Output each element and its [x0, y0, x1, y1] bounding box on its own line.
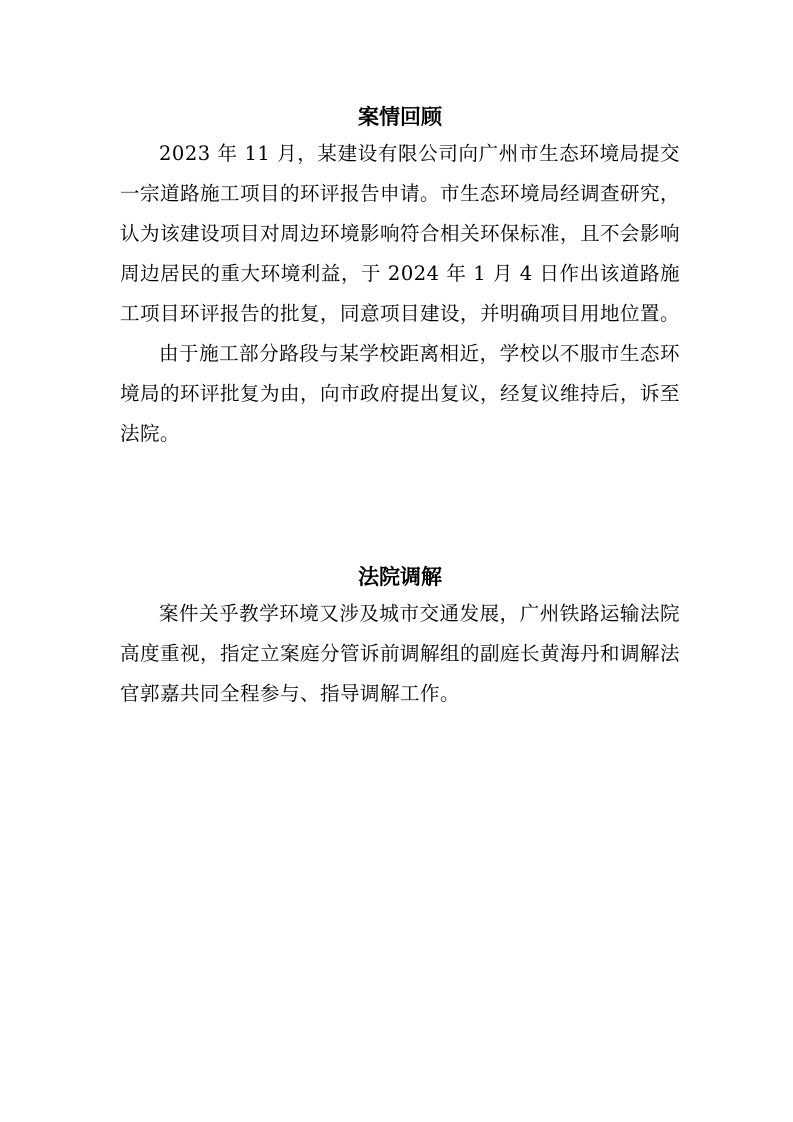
- paragraph: 案件关乎教学环境又涉及城市交通发展，广州铁路运输法院高度重视，指定立案庭分管诉前调解组的副庭长黄海丹和调解法官郭嘉共同全程参与、指导调解工作。: [120, 602, 681, 705]
- paragraph: 2023 年 11 月，某建设有限公司向广州市生态环境局提交一宗道路施工项目的环评报告申请。市生态环境局经调查研究，认为该建设项目对周边环境影响符合相关环保标准，且不会影响周边居民的重大环境利益，于 2024 年 1 月 4 日作出该道路施工项目环评报告的批复，同意项目建设，并明确项目用地位置。: [120, 142, 681, 325]
- section-heading: 法院调解: [358, 565, 442, 589]
- section-court-mediation: [120, 560, 680, 714]
- paragraph: 由于施工部分路段与某学校距离相近，学校以不服市生态环境局的环评批复为由，向市政府提出复议，经复议维持后，诉至法院。: [120, 342, 681, 445]
- section-heading: 案情回顾: [358, 105, 442, 129]
- section-case-review: [120, 100, 680, 454]
